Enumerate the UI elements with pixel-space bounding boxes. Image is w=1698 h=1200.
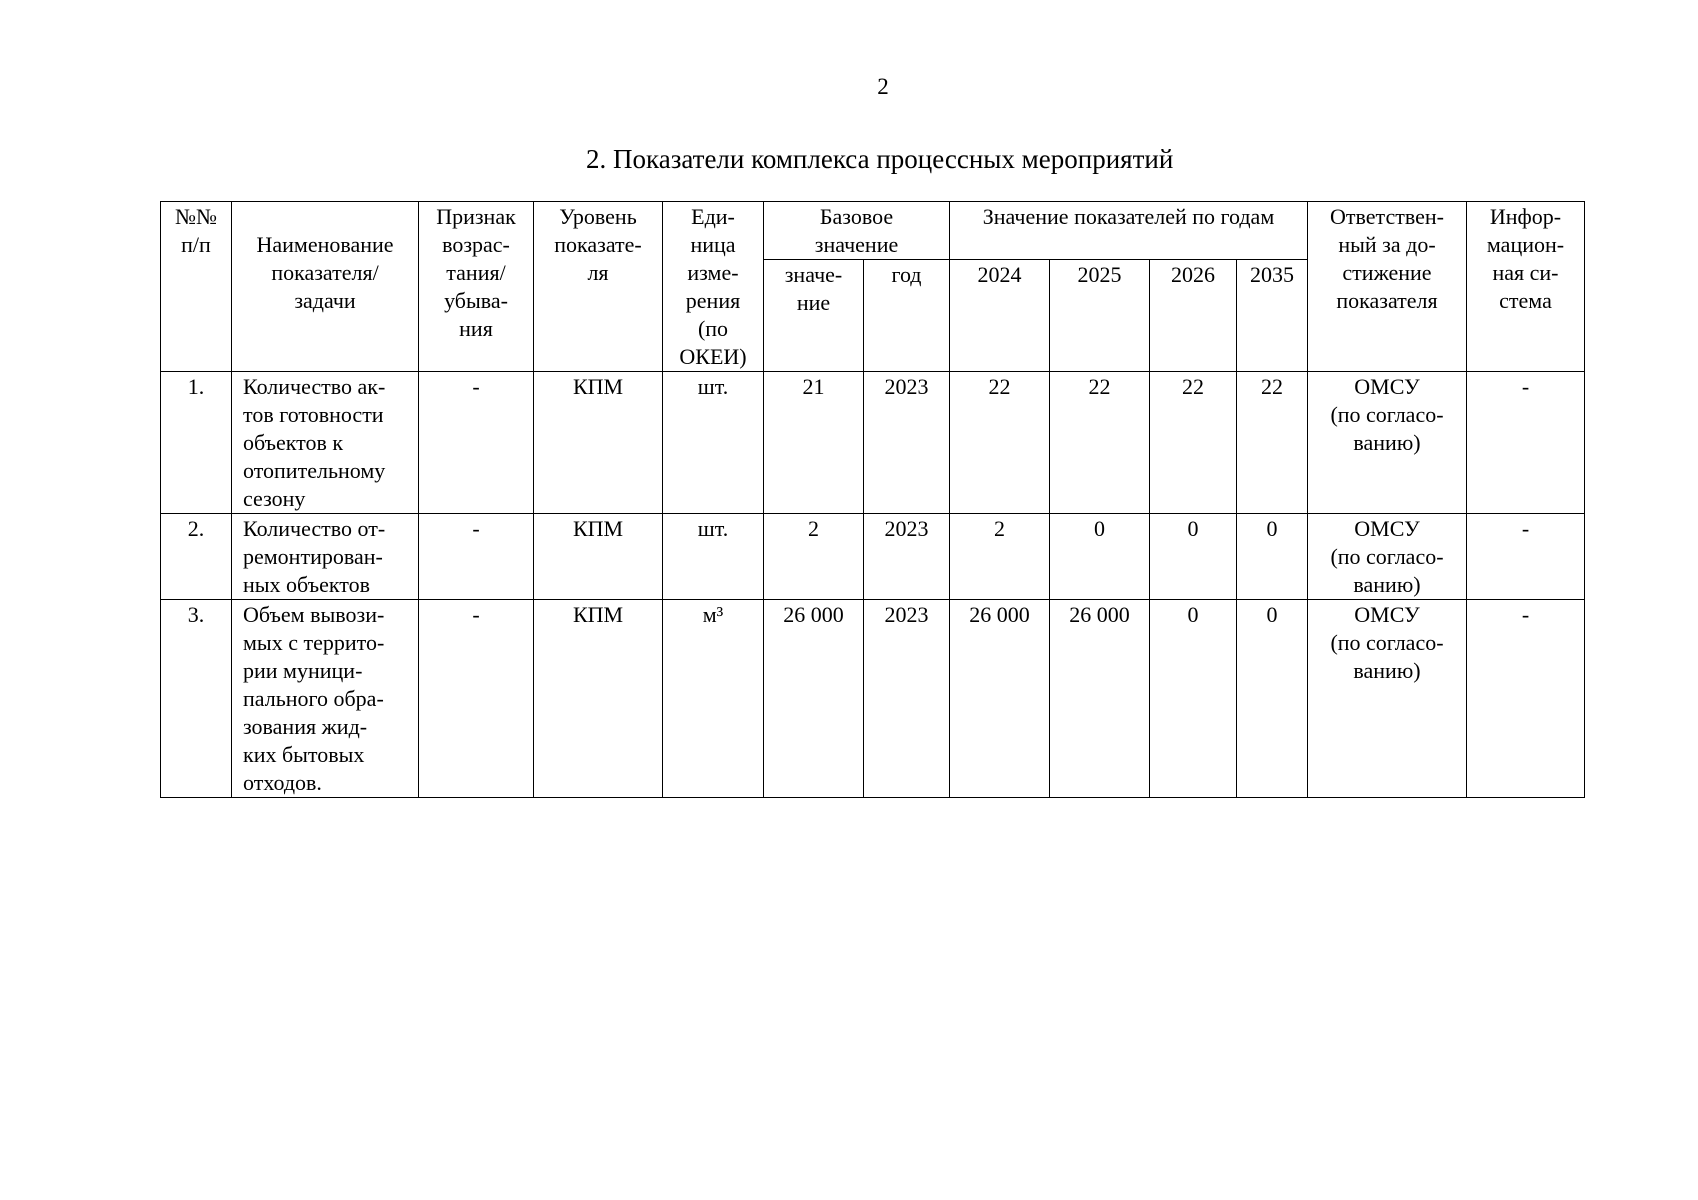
row-trend: - bbox=[419, 514, 534, 600]
header-info-system: Инфор- мацион- ная си- стема bbox=[1467, 202, 1585, 372]
row-trend: - bbox=[419, 600, 534, 798]
row-unit: м³ bbox=[663, 600, 764, 798]
header-level: Уровень показате- ля bbox=[534, 202, 663, 372]
header-year-2026: 2026 bbox=[1150, 260, 1237, 372]
row-num: 3. bbox=[161, 600, 232, 798]
row-unit: шт. bbox=[663, 372, 764, 514]
indicators-table bbox=[160, 201, 1585, 798]
row-base-year: 2023 bbox=[864, 372, 950, 514]
row-num: 1. bbox=[161, 372, 232, 514]
row-responsible: ОМСУ (по согласо- ванию) bbox=[1308, 514, 1467, 600]
row-value-2025: 22 bbox=[1050, 372, 1150, 514]
row-num: 2. bbox=[161, 514, 232, 600]
table-row bbox=[161, 600, 1585, 798]
row-name: Количество от- ремонтирован- ных объектов bbox=[232, 514, 419, 600]
header-num: №№ п/п bbox=[161, 202, 232, 372]
table-row bbox=[161, 514, 1585, 600]
row-value-2035: 0 bbox=[1237, 514, 1308, 600]
table-row bbox=[161, 372, 1585, 514]
section-title: 2. Показатели комплекса процессных мероприятий bbox=[586, 144, 1174, 174]
row-value-2026: 0 bbox=[1150, 600, 1237, 798]
row-responsible: ОМСУ (по согласо- ванию) bbox=[1308, 600, 1467, 798]
header-base-value: значе- ние bbox=[764, 260, 864, 372]
row-info-system: - bbox=[1467, 372, 1585, 514]
row-base-value: 21 bbox=[764, 372, 864, 514]
row-name: Объем вывози- мых с террито- рии муници- пального обра- зования жид- ких бытовых отходов. bbox=[232, 600, 419, 798]
header-year-2024: 2024 bbox=[950, 260, 1050, 372]
row-value-2026: 22 bbox=[1150, 372, 1237, 514]
row-value-2035: 22 bbox=[1237, 372, 1308, 514]
row-value-2025: 26 000 bbox=[1050, 600, 1150, 798]
header-name: Наименование показателя/ задачи bbox=[232, 202, 419, 372]
row-responsible: ОМСУ (по согласо- ванию) bbox=[1308, 372, 1467, 514]
header-base-year: год bbox=[864, 260, 950, 372]
header-base-group: Базовое значение bbox=[764, 202, 950, 260]
row-name: Количество ак- тов готовности объектов к отопительному сезону bbox=[232, 372, 419, 514]
header-year-2025: 2025 bbox=[1050, 260, 1150, 372]
row-value-2035: 0 bbox=[1237, 600, 1308, 798]
row-value-2026: 0 bbox=[1150, 514, 1237, 600]
row-base-value: 26 000 bbox=[764, 600, 864, 798]
row-base-value: 2 bbox=[764, 514, 864, 600]
row-value-2024: 26 000 bbox=[950, 600, 1050, 798]
row-base-year: 2023 bbox=[864, 600, 950, 798]
header-years-group: Значение показателей по годам bbox=[950, 202, 1308, 260]
row-info-system: - bbox=[1467, 514, 1585, 600]
row-level: КПМ bbox=[534, 600, 663, 798]
row-unit: шт. bbox=[663, 514, 764, 600]
row-value-2024: 2 bbox=[950, 514, 1050, 600]
row-trend: - bbox=[419, 372, 534, 514]
header-unit: Еди- ница изме- рения (по ОКЕИ) bbox=[663, 202, 764, 372]
header-trend: Признак возрас- тания/ убыва- ния bbox=[419, 202, 534, 372]
row-info-system: - bbox=[1467, 600, 1585, 798]
row-base-year: 2023 bbox=[864, 514, 950, 600]
row-value-2024: 22 bbox=[950, 372, 1050, 514]
row-level: КПМ bbox=[534, 372, 663, 514]
page-number: 2 bbox=[877, 74, 889, 99]
header-row-1 bbox=[161, 202, 1585, 260]
header-year-2035: 2035 bbox=[1237, 260, 1308, 372]
header-responsible: Ответствен- ный за до- стижение показателя bbox=[1308, 202, 1467, 372]
row-level: КПМ bbox=[534, 514, 663, 600]
row-value-2025: 0 bbox=[1050, 514, 1150, 600]
